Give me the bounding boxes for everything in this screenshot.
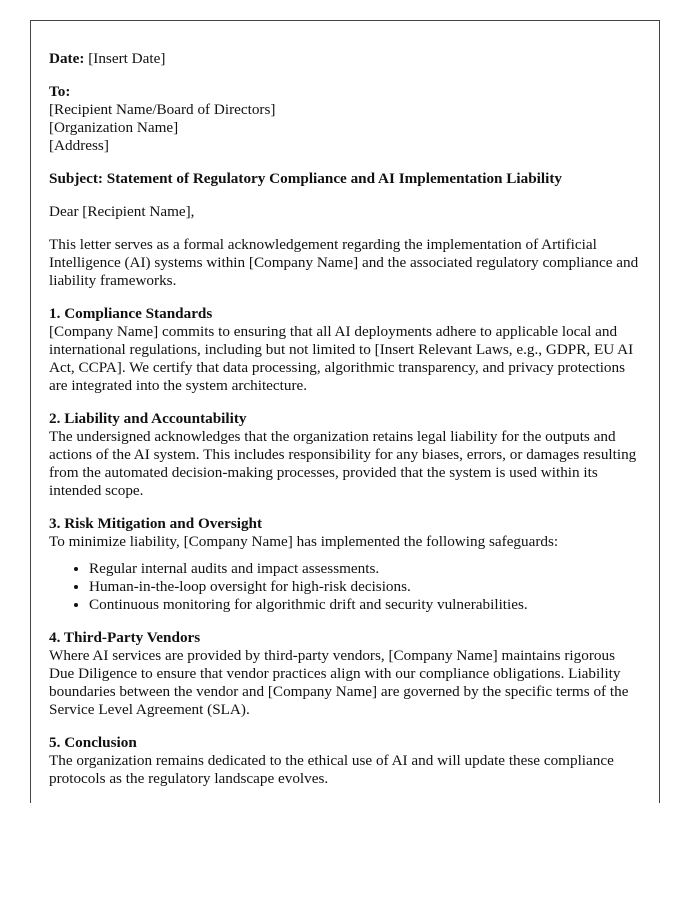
section-body: The undersigned acknowledges that the organization retains legal liability for the outputs and actions of the AI system. This includes responsibility for any biases, errors, or damages resulting from the automated decision-making processes, provided that the system is used within its intended scope.	[49, 428, 637, 499]
section-body: To minimize liability, [Company Name] has implemented the following safeguards:	[49, 533, 559, 550]
subject-line	[49, 170, 641, 188]
section-heading: 2. Liability and Accountability	[49, 410, 247, 427]
section-liability	[49, 410, 641, 500]
section-body: [Company Name] commits to ensuring that all AI deployments adhere to applicable local and international regulations, including but not limited to [Insert Relevant Laws, e.g., GDPR, EU AI Act, CCPA]. We certify that data processing, algorithmic transparency, and privacy protections are integrated into the system architecture.	[49, 323, 634, 394]
letter-page	[30, 20, 660, 803]
to-label: To:	[49, 83, 71, 100]
intro-paragraph: This letter serves as a formal acknowledgement regarding the implementation of Artificial Intelligence (AI) systems within [Company Name] and the associated regulatory compliance and liability frameworks.	[49, 236, 639, 289]
section-risk	[49, 515, 641, 614]
date-value: [Insert Date]	[88, 50, 166, 67]
organization-name: [Organization Name]	[49, 119, 179, 136]
section-heading: 4. Third-Party Vendors	[49, 629, 201, 646]
address: [Address]	[49, 137, 109, 154]
list-item: • Human-in-the-loop oversight for high-risk decisions.	[89, 578, 641, 596]
section-body: Where AI services are provided by third-party vendors, [Company Name] maintains rigorous Due Diligence to ensure that vendor practices align with our compliance obligations. Liability boundaries between the vendor and [Company Name] are governed by the specific terms of the Service Level Agreement (SLA).	[49, 647, 629, 718]
recipient-name: [Recipient Name/Board of Directors]	[49, 101, 276, 118]
date-line	[49, 50, 641, 68]
section-heading: 1. Compliance Standards	[49, 305, 213, 322]
section-body: The organization remains dedicated to the ethical use of AI and will update these compliance protocols as the regulatory landscape evolves.	[49, 752, 614, 787]
section-heading: 3. Risk Mitigation and Oversight	[49, 515, 263, 532]
section-vendors	[49, 629, 641, 719]
section-heading: 5. Conclusion	[49, 734, 137, 751]
recipient-block	[49, 83, 641, 155]
date-label: Date:	[49, 50, 85, 67]
list-item: • Regular internal audits and impact assessments.	[89, 560, 641, 578]
section-conclusion	[49, 734, 641, 788]
safeguards-list	[49, 560, 641, 614]
salutation: Dear [Recipient Name],	[49, 203, 195, 220]
list-item: • Continuous monitoring for algorithmic drift and security vulnerabilities.	[89, 596, 641, 614]
section-compliance	[49, 305, 641, 395]
subject-text: Subject: Statement of Regulatory Compliance and AI Implementation Liability	[49, 170, 562, 187]
